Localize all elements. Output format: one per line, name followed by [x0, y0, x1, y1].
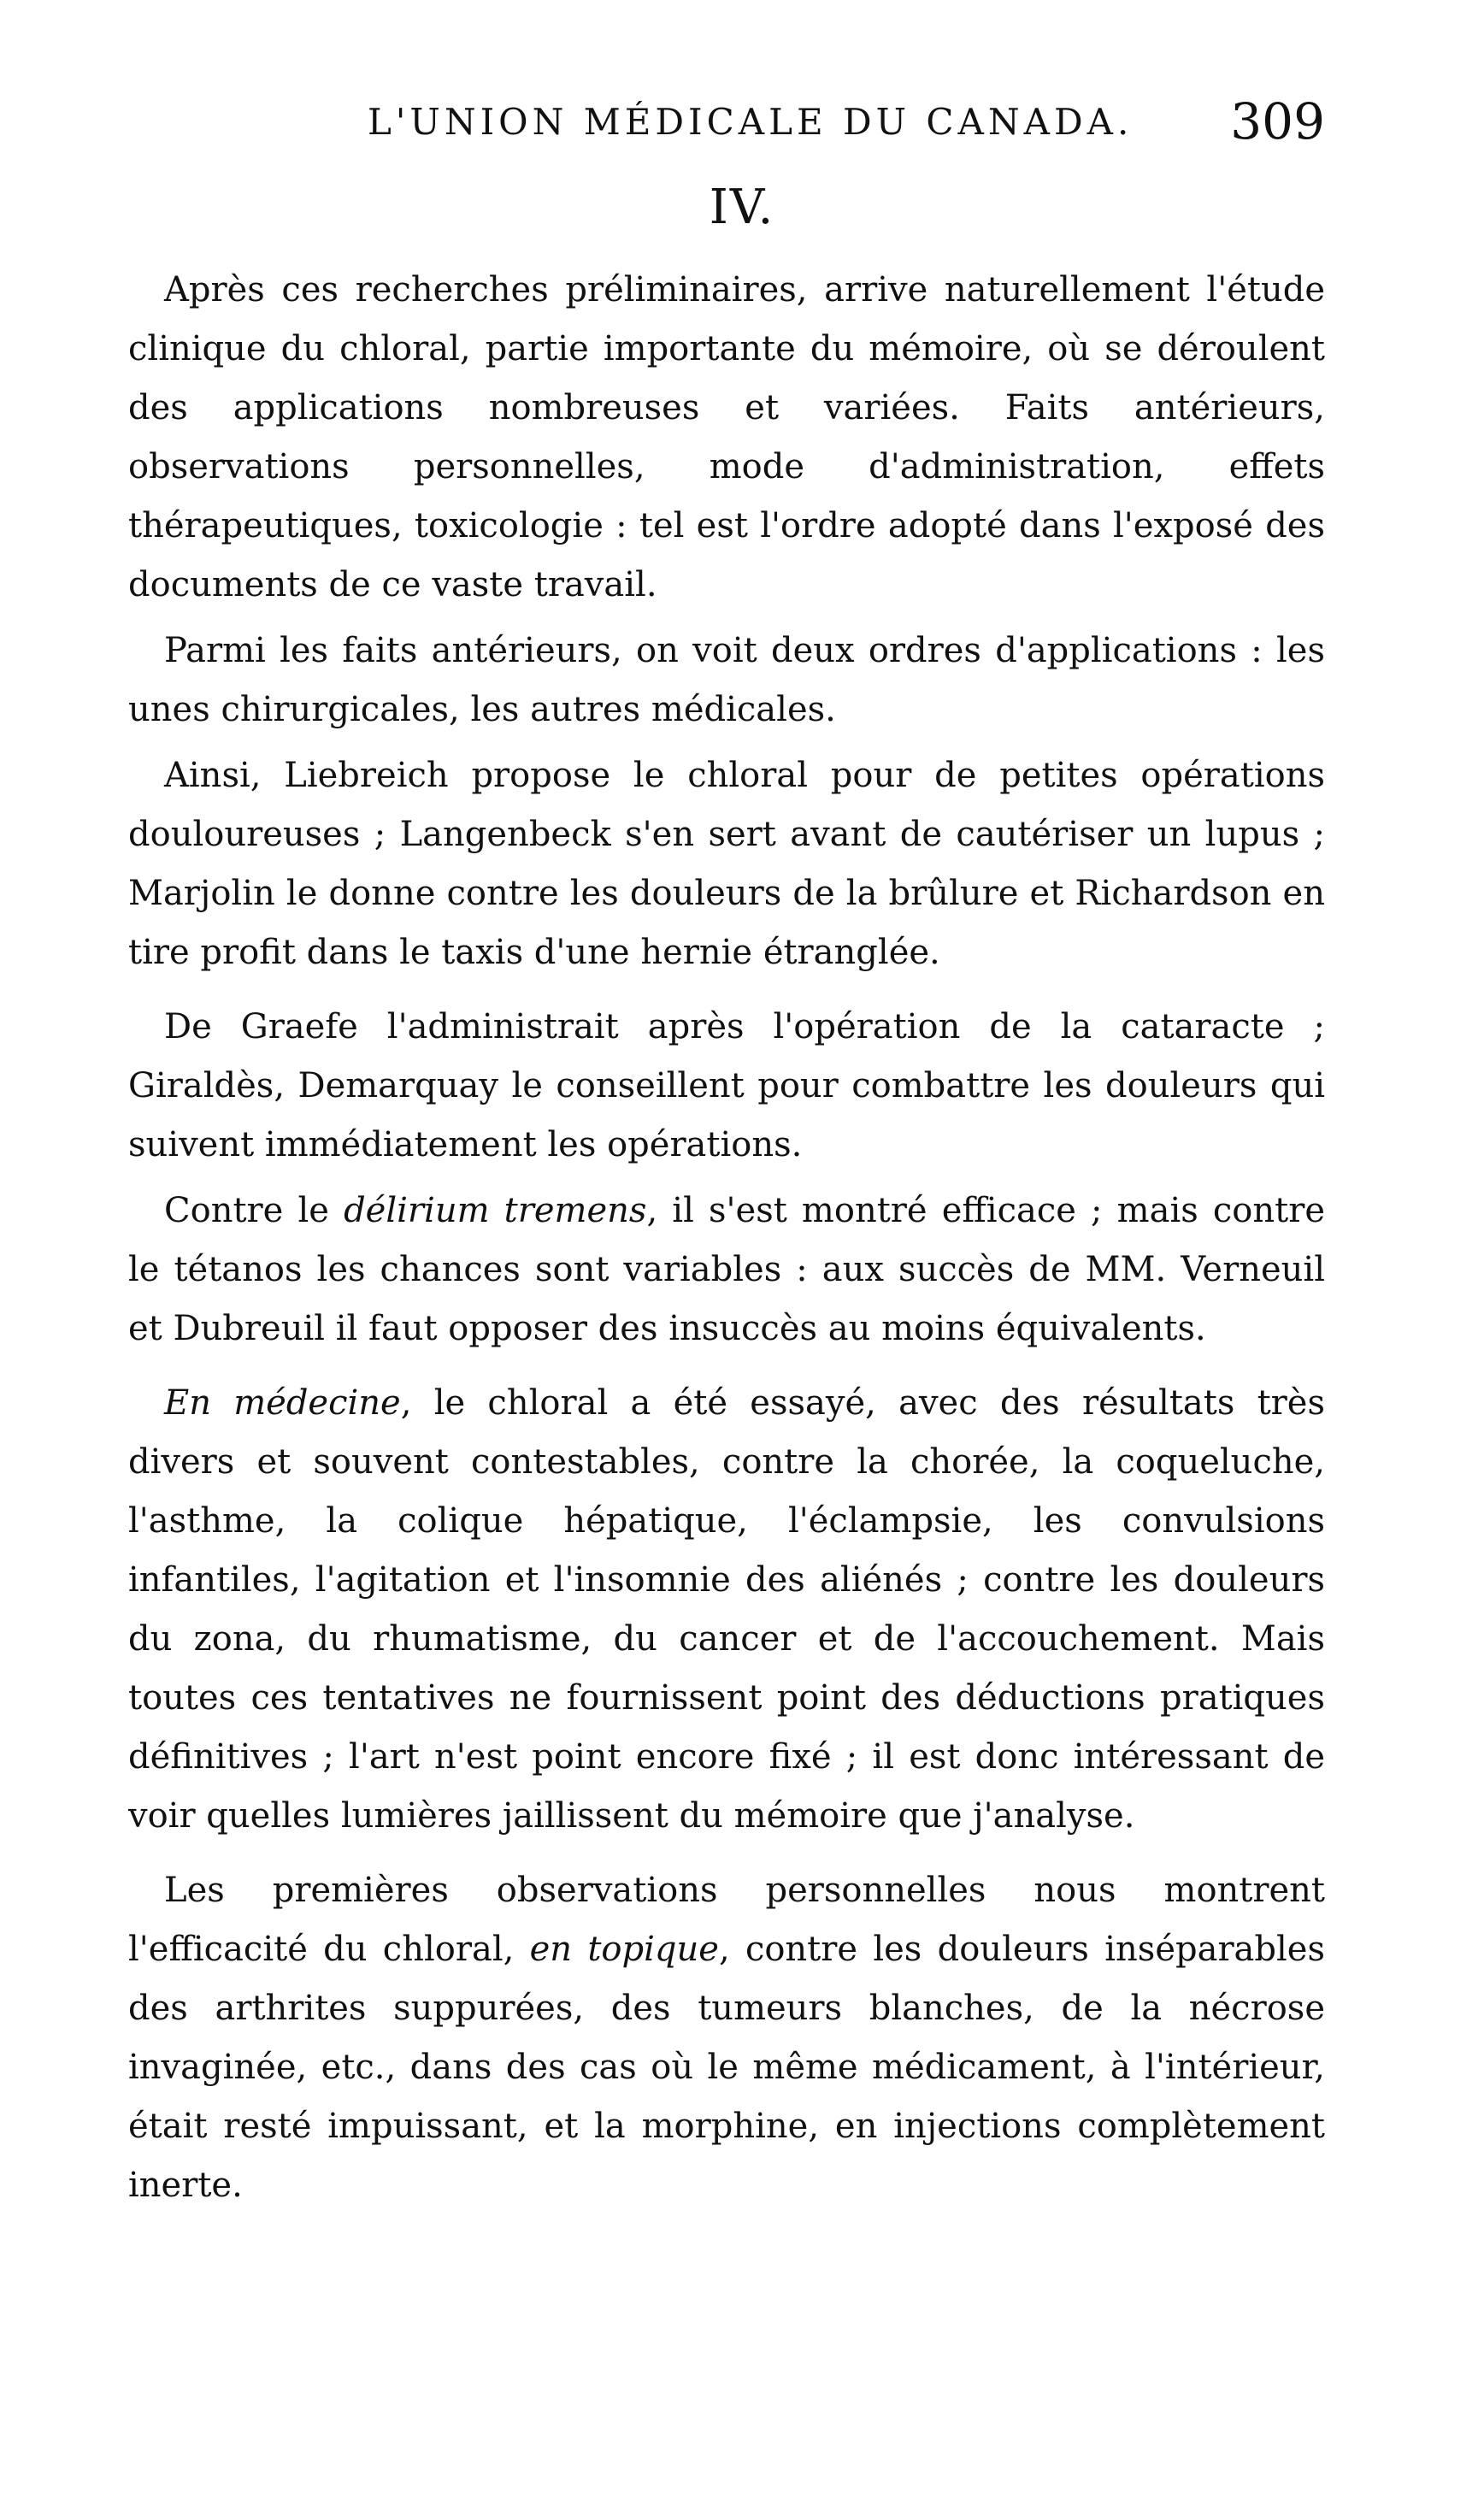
paragraph-surgical-uses: [128, 746, 1325, 982]
paragraph-text-after: , contre les douleurs inséparables des arthrites suppurées, des tumeurs blanches, de la nécrose invaginée, etc., dans des cas où le même médicament, à l'intérieur, était resté impuissant, et la morphine, en injections complètement inerte.: [128, 1930, 1326, 2205]
paragraph-medicine: [128, 1374, 1325, 1846]
paragraph-text: Après ces recherches préliminaires, arrive naturellement l'étude clinique du chloral, partie importante du mémoire, où se déroulent des applications nombreuses et variées. Faits antérieurs, observations personnelles, mode d'administration, effets thérapeutiques, toxicologie : tel est l'ordre adopté dans l'exposé des documents de ce vaste travail.: [128, 270, 1325, 604]
section-number: IV.: [709, 180, 775, 235]
paragraph-text: Parmi les faits antérieurs, on voit deux ordres d'applications : les unes chirurgicales, les autres médicales.: [128, 631, 1325, 729]
paragraph-text: Ainsi, Liebreich propose le chloral pour de petites opérations douloureuses ; Langenbeck s'en sert avant de cautériser un lupus ; Marjolin le donne contre les douleurs de la brûlure et Richardson en tire profit dans le taxis d'une hernie étranglée.: [128, 756, 1325, 972]
paragraph-observations: [128, 1861, 1325, 2215]
page-number: 309: [1230, 92, 1325, 150]
paragraph-text-after: , il s'est montré efficace ; mais contre le tétanos les chances sont variables : aux succès de MM. Verneuil et Dubreuil il faut opposer des insuccès au moins équivalents.: [128, 1191, 1326, 1348]
page-header: [128, 92, 1325, 161]
running-title: L'UNION MÉDICALE DU CANADA.: [368, 101, 1134, 143]
italic-term: délirium tremens: [344, 1191, 647, 1230]
body-text: [128, 261, 1325, 2222]
paragraph-delirium: [128, 1182, 1325, 1359]
italic-term: en topique: [529, 1930, 719, 1969]
paragraph-intro: [128, 261, 1325, 615]
paragraph-prior-facts: [128, 622, 1325, 740]
paragraph-de-graefe: [128, 998, 1325, 1175]
italic-term: En médecine: [164, 1383, 401, 1423]
paragraph-text-after: , le chloral a été essayé, avec des résultats très divers et souvent contestables, contre la chorée, la coqueluche, l'asthme, la colique hépatique, l'éclampsie, les convulsions infantiles, l'agitation et l'insomnie des aliénés ; contre les douleurs du zona, du rhumatisme, du cancer et de l'accouchement. Mais toutes ces tentatives ne fournissent point des déductions pratiques définitives ; l'art n'est point encore fixé ; il est donc intéressant de voir quelles lumières jaillissent du mémoire que j'analyse.: [128, 1383, 1325, 1836]
paragraph-text-before: Contre le: [164, 1191, 344, 1230]
paragraph-text: De Graefe l'administrait après l'opération de la cataracte ; Giraldès, Demarquay le conseillent pour combattre les douleurs qui suivent immédiatement les opérations.: [128, 1007, 1325, 1164]
paragraph-text-before: Les premières observations personnelles nous montrent l'efficacité du chloral,: [128, 1871, 1325, 1969]
